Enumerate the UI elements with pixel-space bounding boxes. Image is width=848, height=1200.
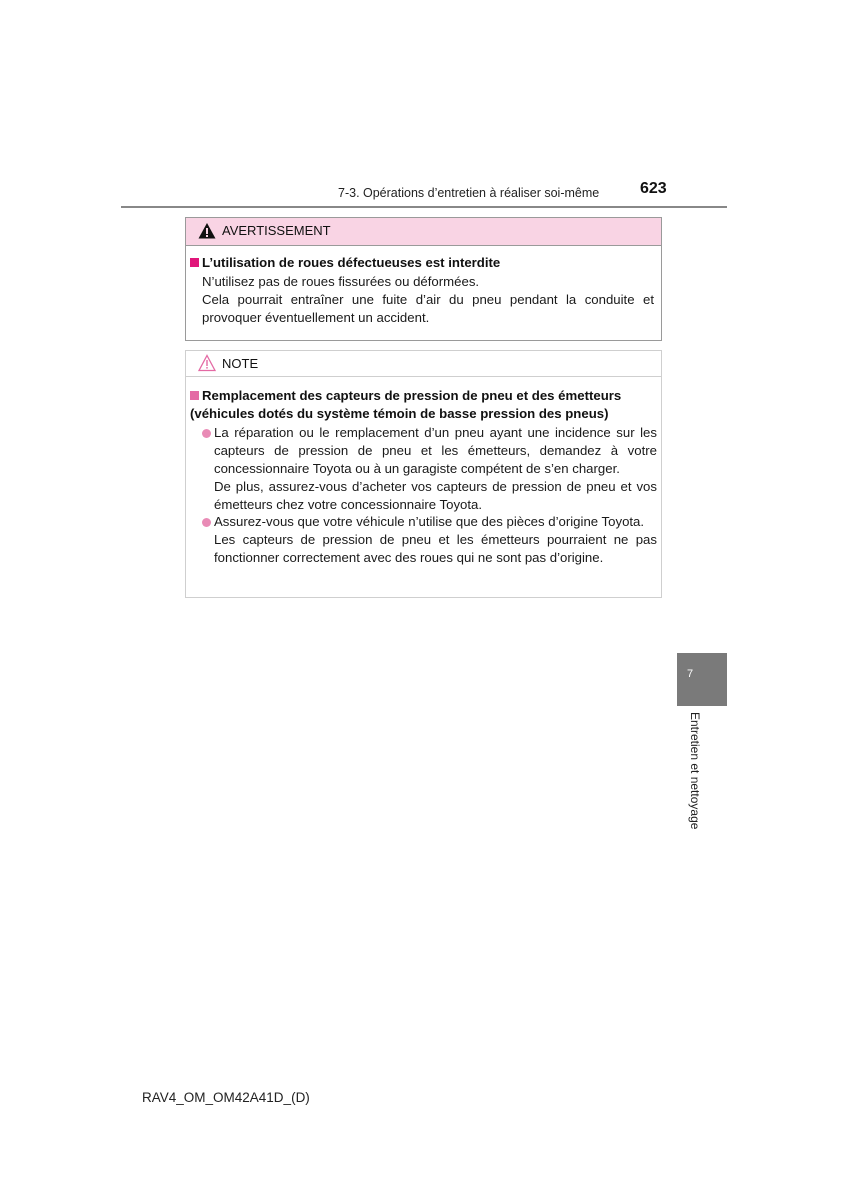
note-heading <box>190 387 657 423</box>
bullet-paragraph: De plus, assurez-vous d’acheter vos capteurs de pression de pneu et vos émetteurs chez votre concessionnaire Toyota. <box>214 479 657 512</box>
warning-body <box>202 273 654 327</box>
section-title: 7-3. Opérations d’entretien à réaliser soi-même <box>338 186 600 200</box>
chapter-number: 7 <box>687 668 694 680</box>
bullet-paragraph: Assurez-vous que votre véhicule n’utilise que des pièces d’origine Toyota. <box>214 514 645 529</box>
warning-heading <box>190 254 500 272</box>
section-marker <box>190 258 199 267</box>
note-header <box>186 351 661 377</box>
warning-line: N’utilisez pas de roues fissurées ou déformées. <box>202 274 480 289</box>
chapter-label: Entretien et nettoyage <box>688 712 702 830</box>
bullet-paragraph: La réparation ou le remplacement d’un pneu ayant une incidence sur les capteurs de pression de pneu et les émetteurs, demandez à votre concessionnaire Toyota ou à un garagiste compétent de s’en charger. <box>214 425 657 476</box>
note-heading-text: Remplacement des capteurs de pression de pneu et des émetteurs (véhicules dotés du système témoin de basse pression des pneus) <box>190 388 622 421</box>
warning-triangle-icon <box>198 222 216 240</box>
bullet-icon <box>202 518 211 527</box>
warning-header <box>186 218 661 246</box>
header-rule <box>121 206 727 208</box>
note-title: NOTE <box>222 356 259 371</box>
note-bullet <box>214 424 657 514</box>
note-triangle-icon <box>198 354 216 372</box>
warning-line: Cela pourrait entraîner une fuite d’air du pneu pendant la conduite et provoquer éventuellement un accident. <box>202 292 654 325</box>
document-code: RAV4_OM_OM42A41D_(D) <box>142 1090 310 1105</box>
warning-title: AVERTISSEMENT <box>222 223 331 238</box>
chapter-tab <box>677 653 727 706</box>
warning-heading-text: L’utilisation de roues défectueuses est interdite <box>202 255 501 270</box>
note-bullet <box>214 513 657 567</box>
section-marker <box>190 391 199 400</box>
bullet-paragraph: Les capteurs de pression de pneu et les émetteurs pourraient ne pas fonctionner correctement avec des roues qui ne sont pas d’origine. <box>214 532 657 565</box>
page-number: 623 <box>640 180 667 197</box>
bullet-icon <box>202 429 211 438</box>
